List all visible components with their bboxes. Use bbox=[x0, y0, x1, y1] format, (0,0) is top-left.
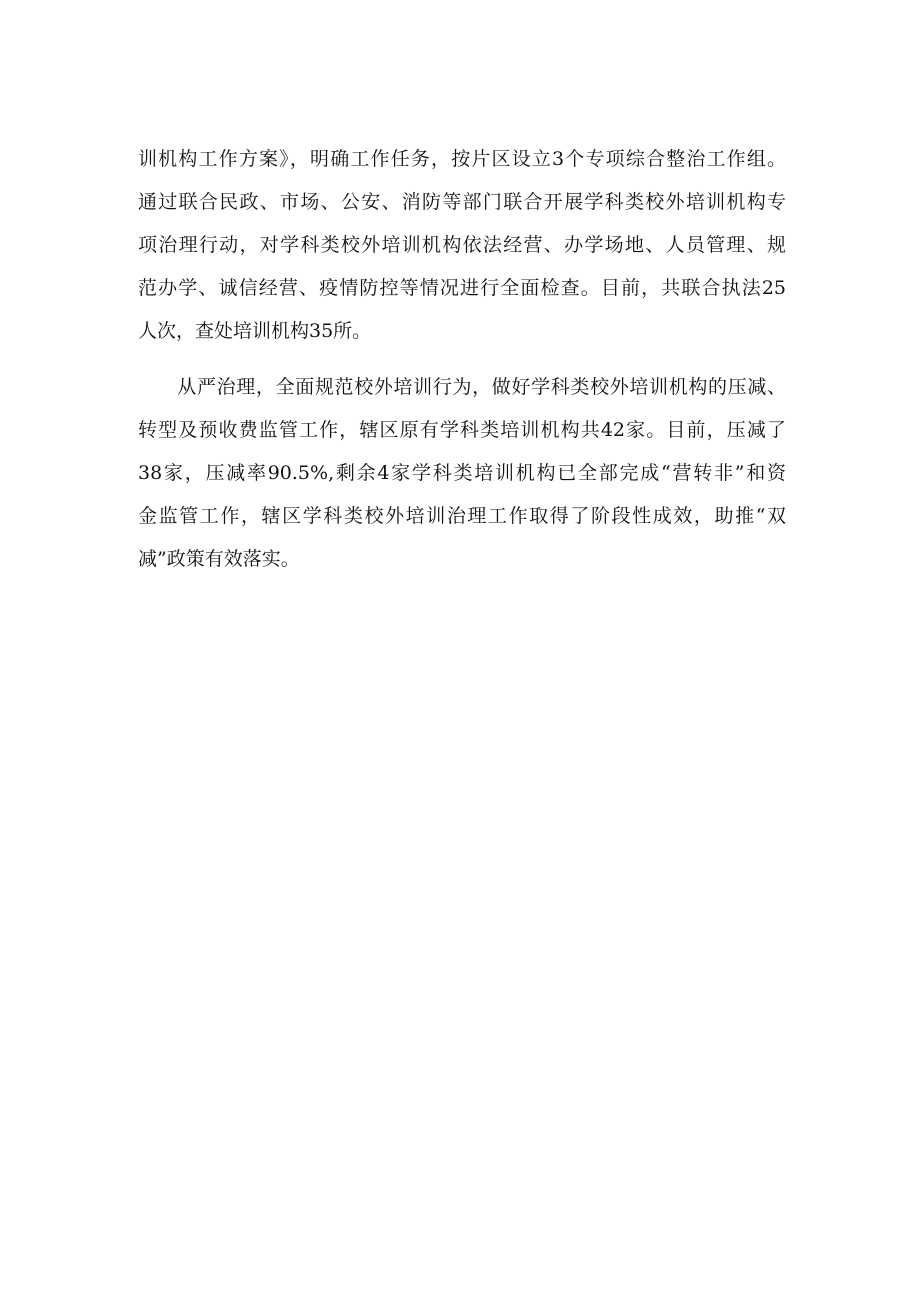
paragraph-line: 训机构工作方案》，明确工作任务，按片区设立3个专项综合整治工作组。 bbox=[138, 148, 786, 170]
paragraph-2 bbox=[138, 366, 786, 581]
paragraph-line: 从严治理，全面规范校外培训行为，做好学科类校外培训机构的压减、 bbox=[138, 376, 786, 398]
paragraph-line: 人次，查处培训机构35所。 bbox=[138, 320, 372, 342]
document-body bbox=[138, 138, 786, 581]
paragraph-line: 减”政策有效落实。 bbox=[138, 548, 300, 570]
paragraph-spacer bbox=[138, 353, 786, 366]
paragraph-1 bbox=[138, 138, 786, 353]
paragraph-line: 通过联合民政、市场、公安、消防等部门联合开展学科类校外培训机构专 bbox=[138, 191, 786, 213]
paragraph-line: 范办学、诚信经营、疫情防控等情况进行全面检查。目前，共联合执法25 bbox=[138, 277, 786, 299]
paragraph-line: 项治理行动，对学科类校外培训机构依法经营、办学场地、人员管理、规 bbox=[138, 234, 786, 256]
paragraph-line: 38家，压减率90.5%,剩余4家学科类培训机构已全部完成“营转非”和资 bbox=[138, 462, 786, 484]
paragraph-line: 金监管工作，辖区学科类校外培训治理工作取得了阶段性成效，助推“双 bbox=[138, 505, 786, 527]
paragraph-line: 转型及预收费监管工作，辖区原有学科类培训机构共42家。目前，压减了 bbox=[138, 419, 786, 441]
